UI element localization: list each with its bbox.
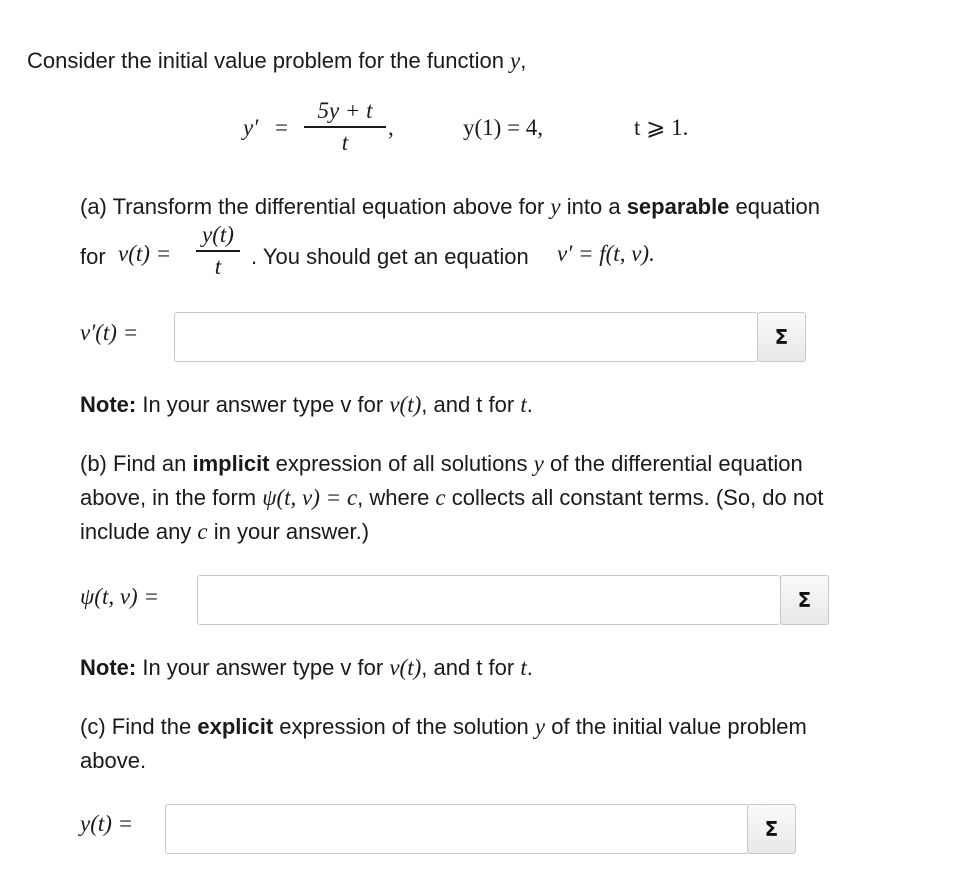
part-c-line1-bold: explicit [197,714,274,739]
part-a-frac-bar [196,250,240,252]
part-b-sigma-button[interactable]: Σ [780,575,829,625]
part-b-line2-c: c [435,485,446,510]
part-a-note-text: In your answer type v for [136,392,390,417]
part-b-line1-pre: (b) Find an [80,451,193,476]
part-a-line1-pre: (a) Transform the differential equation above for [80,194,551,219]
part-b-line2-pre: above, in the form [80,485,263,510]
ivp-comma: , [388,115,394,140]
part-b-note-text: In your answer type v for [136,655,390,680]
ivp-numerator: 5y + t [317,98,373,123]
part-b-note-v: v(t) [389,655,422,680]
part-b-line1 [80,447,803,481]
part-a-line1-var: y [550,194,561,219]
part-b-answer-input[interactable] [197,575,781,625]
part-c-line1-mid: expression of the solution [273,714,535,739]
part-b-line2 [80,481,823,515]
part-a-line2-pre: for [80,244,106,269]
part-b-line1-var: y [533,451,544,476]
intro-var: y [510,48,521,73]
part-c-sigma-button[interactable]: Σ [747,804,796,854]
part-a-answer-input[interactable] [174,312,758,362]
part-a-note-v: v(t) [389,392,422,417]
part-b-line1-end: of the differential equation [543,451,803,476]
ivp-fraction [304,98,386,156]
part-b-line3-c: c [197,519,208,544]
part-b-line3-end: in your answer.) [207,519,370,544]
part-a-sigma-button[interactable]: Σ [757,312,806,362]
part-b-line1-mid: expression of all solutions [269,451,534,476]
part-c-line2: above. [80,748,147,773]
part-a-note-t: t [520,392,527,417]
part-b-line2-mid: , where [357,485,436,510]
part-b-note-text2: , and t for [421,655,521,680]
part-a-line1 [80,190,820,224]
part-b-note-bold: Note: [80,655,137,680]
part-a-fraction [196,222,240,280]
part-a-v-def: v(t) = [118,241,172,266]
part-a-note-text2: , and t for [421,392,521,417]
part-b-line3 [80,515,369,549]
ivp-denominator: t [341,129,349,155]
part-a-line2-eq: v′ = f(t, v). [557,241,655,266]
ivp-fraction-bar [304,126,386,128]
part-a-frac-num: y(t) [202,222,234,247]
ivp-domain: t ⩾ 1. [634,115,689,140]
part-b-line1-bold: implicit [192,451,270,476]
part-c-line1-pre: (c) Find the [80,714,198,739]
part-c-line1-var: y [534,714,546,739]
part-a-line1-mid: into a [560,194,627,219]
part-b-line2-math: ψ(t, v) = c [262,485,358,510]
part-a-note [80,388,533,422]
part-c-answer-input[interactable] [165,804,749,854]
part-c-answer-label: y(t) = [80,811,134,836]
part-c-line1 [80,710,807,744]
part-b-note-end: . [526,655,533,680]
part-a-line1-end: equation [729,194,820,219]
part-a-note-bold: Note: [80,392,137,417]
part-b-line2-end: collects all constant terms. (So, do not [445,485,824,510]
intro-text-main: Consider the initial value problem for the function [27,48,511,73]
part-a-note-end: . [526,392,533,417]
ivp-lhs: y′ [243,115,259,140]
part-b-note-t: t [520,655,527,680]
intro-end: , [520,48,527,73]
part-a-answer-label: v′(t) = [80,320,139,345]
ivp-equals: = [275,115,288,140]
part-b-note [80,651,533,685]
part-a-line1-bold: separable [626,194,730,219]
intro-text [27,44,526,78]
part-c-line1-end: of the initial value problem [545,714,807,739]
part-b-answer-label: ψ(t, v) = [80,584,159,609]
part-a-line2-mid: . You should get an equation [251,244,529,269]
part-a-frac-den: t [214,253,222,279]
ivp-initial: y(1) = 4, [463,115,544,140]
part-b-line3-pre: include any [80,519,198,544]
